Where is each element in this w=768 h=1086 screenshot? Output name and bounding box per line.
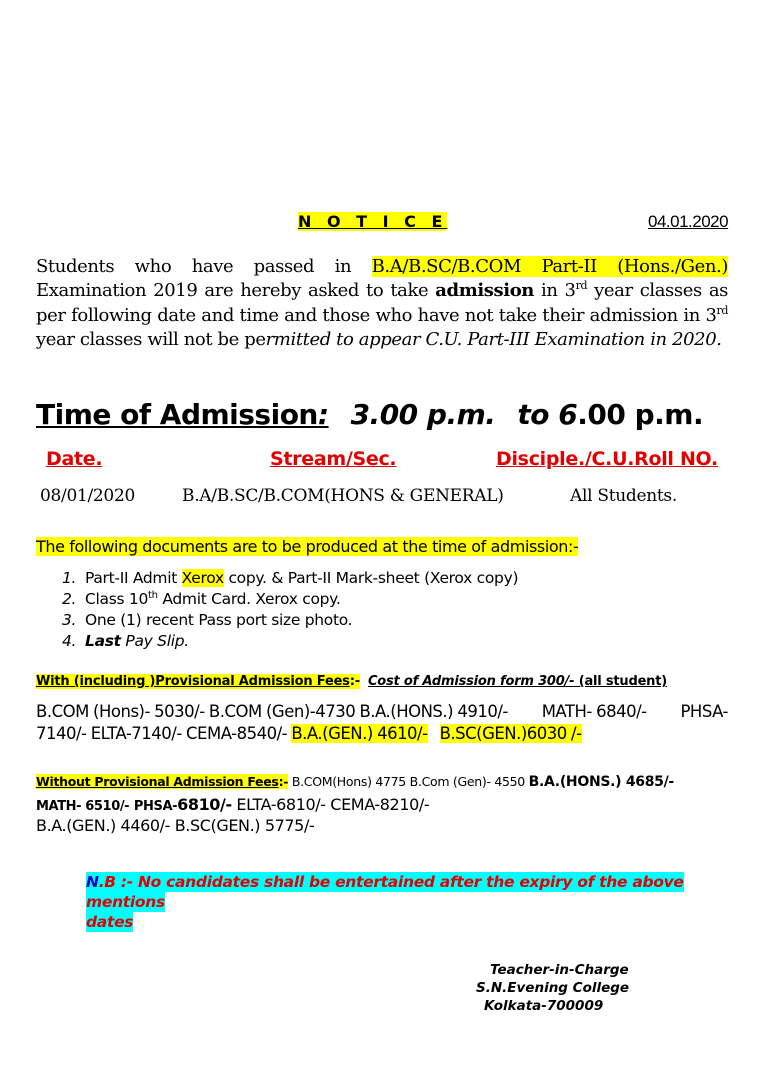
signature-city: Kolkata-700009 xyxy=(484,998,604,1014)
fees-item: B.COM (Hons)- 5030/- B.COM (Gen)-4730 B.A.(HONS.) 4910/- xyxy=(36,702,508,721)
time-colon: : xyxy=(317,398,329,431)
time-end: .00 p.m. xyxy=(577,398,704,431)
admission-form-cost: Cost of Admission form 300/- xyxy=(367,674,575,689)
list-item-text: Pay Slip. xyxy=(120,632,189,650)
admission-form-cost-note: (all student) xyxy=(574,674,667,689)
list-item xyxy=(62,568,518,589)
fees-bold-phsa-value: 6810/- xyxy=(177,795,232,814)
list-item-text: Class 10 xyxy=(85,590,149,608)
fees-item: B.COM(Hons) 4775 B.Com (Gen)- 4550 xyxy=(288,774,529,789)
intro-course-highlight: B.A/B.SC/B.COM Part-II (Hons./Gen.) xyxy=(371,256,728,277)
notice-title xyxy=(298,212,447,231)
list-item-text: One (1) recent Pass port size photo. xyxy=(85,611,353,629)
with-fees-line-1 xyxy=(36,702,728,721)
nb-text-2: dates xyxy=(86,913,134,931)
intro-admission-word: admission xyxy=(435,280,534,302)
fees-highlight-ba-gen: B.A.(GEN.) 4610/- xyxy=(291,724,428,743)
fees-item: PHSA- xyxy=(680,702,728,721)
time-label: Time of Admission xyxy=(36,398,318,431)
without-fees-heading-suffix: :- xyxy=(278,774,289,789)
list-item-number: 4. xyxy=(62,632,77,650)
without-fees-line-3: B.A.(GEN.) 4460/- B.SC(GEN.) 5775/- xyxy=(36,816,315,835)
header-discipline: Disciple./C.U.Roll NO. xyxy=(496,448,718,470)
nb-note xyxy=(86,872,728,932)
fees-item: ELTA-6810/- CEMA-8210/- xyxy=(231,795,430,814)
nb-prefix: N xyxy=(86,873,99,891)
list-item xyxy=(62,610,518,631)
fees-item: 7140/- ELTA-7140/- CEMA-8540/- xyxy=(36,724,292,743)
list-item xyxy=(62,631,518,652)
list-item-highlight: Xerox xyxy=(181,569,224,587)
documents-heading-text: The following documents are to be produced at the time of admission:- xyxy=(36,537,579,556)
time-start: 3.00 p.m. xyxy=(350,398,496,431)
header-date: Date. xyxy=(46,448,103,470)
notice-title-text: N O T I C E xyxy=(298,212,448,231)
fees-bold-ba-hons: B.A.(HONS.) 4685/- xyxy=(528,774,674,790)
nb-text: .B :- No candidates shall be entertained after the expiry of the above mentions xyxy=(86,873,684,911)
header-stream: Stream/Sec. xyxy=(270,448,397,470)
with-fees-line-2 xyxy=(36,724,582,743)
intro-sup-2: rd xyxy=(716,303,728,317)
without-fees-line-1 xyxy=(36,774,674,790)
intro-text-1: Students who have passed in xyxy=(36,256,372,277)
with-fees-heading-text: With (including )Provisional Admission Fees xyxy=(36,674,350,689)
with-fees-heading xyxy=(36,674,667,689)
intro-text-5: year classes will not be pe xyxy=(36,328,266,350)
list-item-text: Admit Card. Xerox copy. xyxy=(157,590,341,608)
intro-italic-tail: rmitted to appear C.U. Part-III Examination in 2020. xyxy=(265,328,722,350)
list-item xyxy=(62,589,518,610)
fees-bold-math: MATH- 6510/- xyxy=(36,799,130,814)
list-item-number: 1. xyxy=(62,569,77,587)
intro-text-2: Examination 2019 are hereby asked to take xyxy=(36,280,436,302)
list-item-sup: th xyxy=(148,589,158,601)
fees-bold-phsa: PHSA- xyxy=(133,799,178,814)
fees-highlight-bsc-gen: B.SC(GEN.)6030 /- xyxy=(439,724,582,743)
list-item-text: copy. & Part-II Mark-sheet (Xerox copy) xyxy=(223,569,519,587)
row-discipline: All Students. xyxy=(570,486,677,506)
intro-paragraph xyxy=(36,255,728,352)
without-fees-line-2 xyxy=(36,795,429,814)
list-item-bold: Last xyxy=(85,632,121,650)
time-to: to 6 xyxy=(517,398,578,431)
list-item-number: 2. xyxy=(62,590,77,608)
signature-title: Teacher-in-Charge xyxy=(490,962,629,978)
intro-sup-1: rd xyxy=(575,279,588,293)
list-item-number: 3. xyxy=(62,611,77,629)
documents-list xyxy=(62,568,518,652)
with-fees-heading-suffix: :- xyxy=(349,674,360,689)
fees-item: MATH- 6840/- xyxy=(541,702,647,721)
intro-text-3: in 3 xyxy=(534,280,576,302)
without-fees-heading: Without Provisional Admission Fees xyxy=(36,774,279,789)
row-stream: B.A/B.SC/B.COM(HONS & GENERAL) xyxy=(182,486,504,506)
row-date: 08/01/2020 xyxy=(40,486,135,506)
notice-date: 04.01.2020 xyxy=(648,212,729,231)
list-item-text: Part-II Admit xyxy=(85,569,182,587)
documents-heading xyxy=(36,537,578,556)
intro-text-4: year classes as per following date and time and those who have not take their admission in 3 xyxy=(36,280,729,326)
time-of-admission xyxy=(36,398,703,431)
signature-college: S.N.Evening College xyxy=(476,980,630,996)
